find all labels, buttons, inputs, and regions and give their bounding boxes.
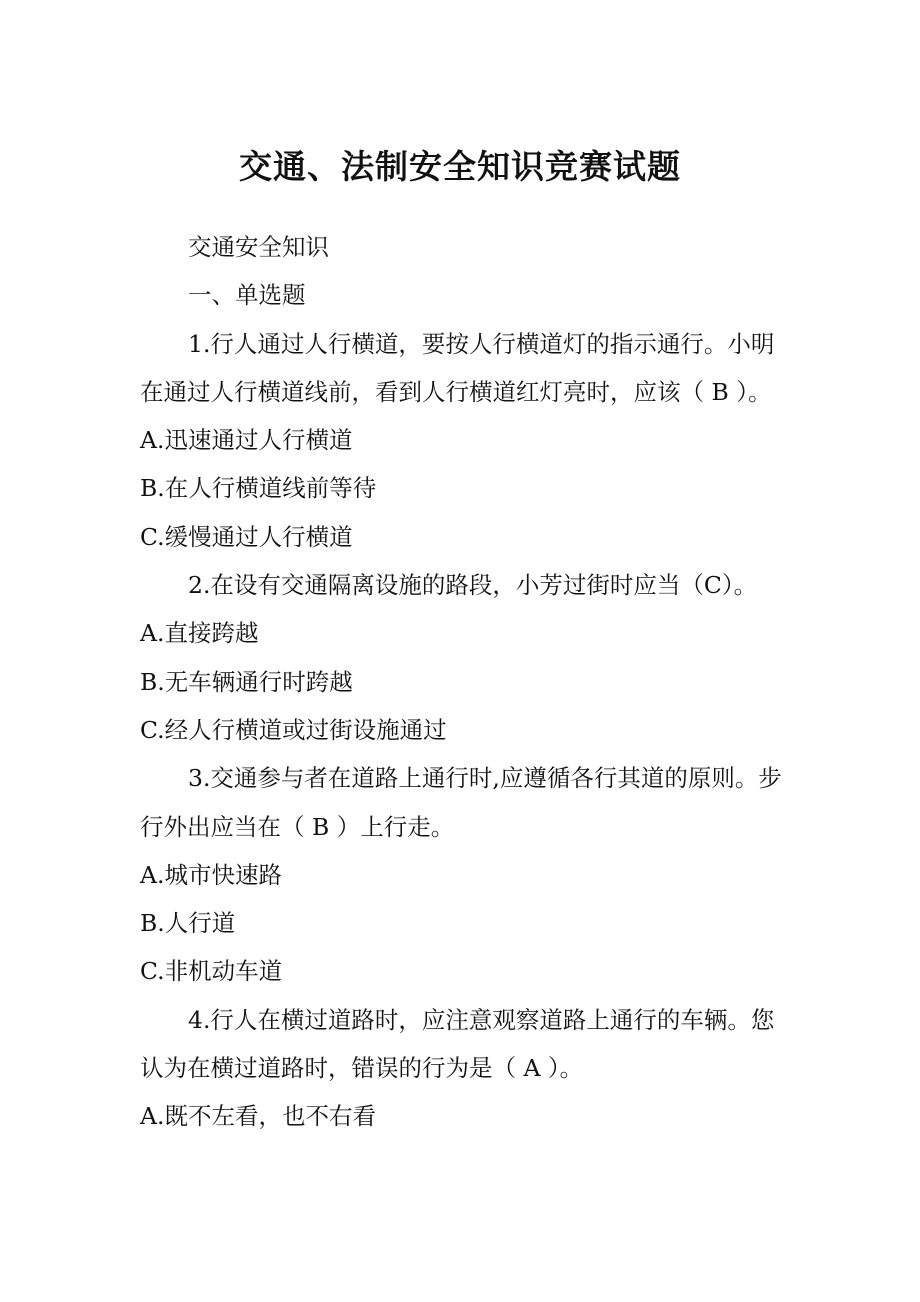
question-text: 2.在设有交通隔离设施的路段，小芳过街时应当（C）。 xyxy=(188,571,758,600)
answer-option: B.无车辆通行时跨越 xyxy=(140,667,353,696)
answer-option: B.人行道 xyxy=(140,909,236,938)
subsection-heading: 一、单选题 xyxy=(188,281,306,310)
answer-option: C.缓慢通过人行横道 xyxy=(140,522,353,551)
document-title: 交通、法制安全知识竞赛试题 xyxy=(239,147,681,186)
question-text: 3.交通参与者在道路上通行时,应遵循各行其道的原则。步行外出应当在（ B ）上行走。 xyxy=(140,764,782,841)
answer-option: C.非机动车道 xyxy=(140,957,283,986)
question-text: 4.行人在横过道路时，应注意观察道路上通行的车辆。您认为在横过道路时，错误的行为是（ A ）。 xyxy=(140,1005,775,1083)
answer-option: C.经人行横道或过街设施通过 xyxy=(140,715,447,744)
section-heading: 交通安全知识 xyxy=(188,233,329,261)
answer-option: A.城市快速路 xyxy=(140,860,282,889)
answer-option: A.既不左看，也不右看 xyxy=(140,1102,376,1131)
question-text: 1.行人通过人行横道，要按人行横道灯的指示通行。小明在通过人行横道线前，看到人行横道红灯亮时，应该（ B ）。 xyxy=(140,329,775,406)
answer-option: A.迅速通过人行横道 xyxy=(140,426,353,455)
document-body xyxy=(140,223,790,1141)
answer-option: A.直接跨越 xyxy=(140,619,259,648)
answer-option: B.在人行横道线前等待 xyxy=(140,474,377,503)
